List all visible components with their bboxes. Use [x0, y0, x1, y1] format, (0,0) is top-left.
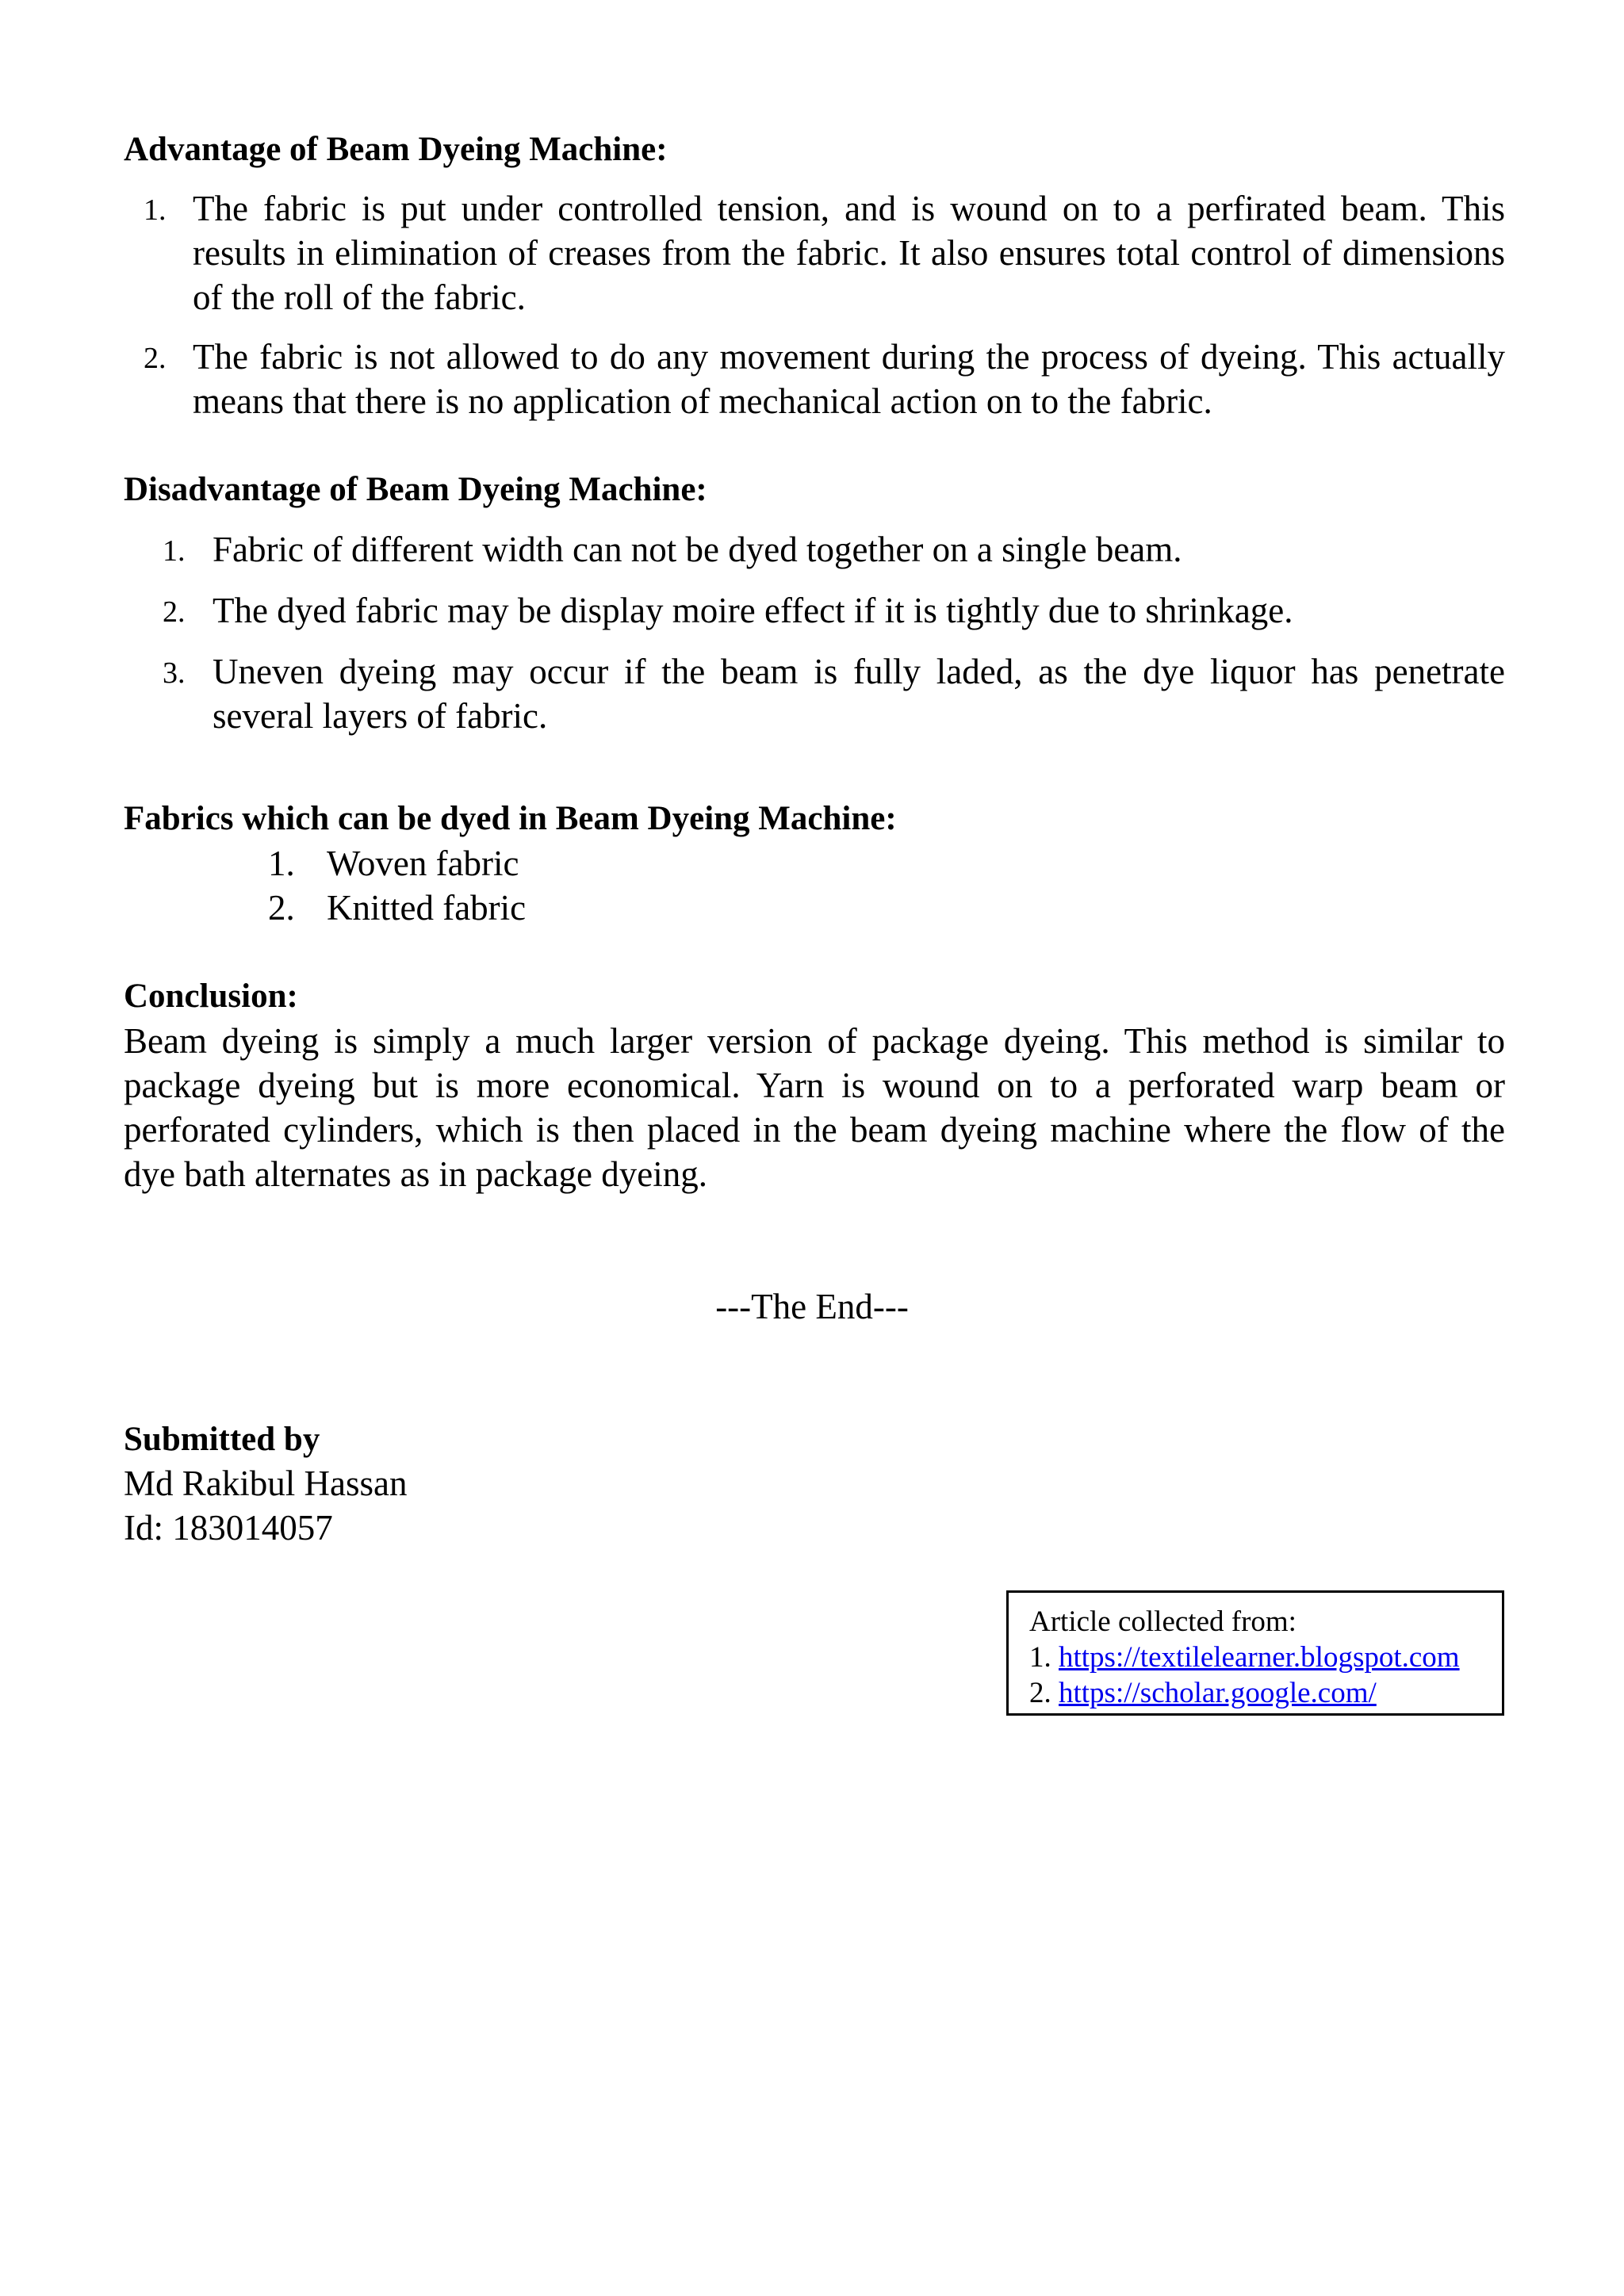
advantage-2-text: The fabric is not allowed to do any movement during the process of dyeing. This actually means that there is no application of mechanical action on to the fabric.: [193, 337, 1505, 421]
disadvantage-1-text: Fabric of different width can not be dyed together on a single beam.: [213, 530, 1182, 569]
fabric-2-number: 2.: [268, 888, 295, 928]
fabrics-heading: Fabrics which can be dyed in Beam Dyeing Machine:: [124, 800, 897, 837]
disadvantage-2-number: 2.: [163, 595, 186, 629]
source-2-link[interactable]: https://scholar.google.com/: [1059, 1677, 1377, 1709]
source-1-number: 1.: [1029, 1641, 1051, 1674]
advantage-1-text: The fabric is put under controlled tension, and is wound on to a perfirated beam. This results in elimination of creases from the fabric. It also ensures total control of dimensions of the roll of the fabric.: [193, 189, 1505, 317]
advantages-heading: Advantage of Beam Dyeing Machine:: [124, 131, 668, 168]
advantage-1-number: 1.: [144, 193, 167, 227]
submitted-by-heading: Submitted by: [124, 1421, 320, 1458]
sources-title: Article collected from:: [1029, 1605, 1297, 1638]
disadvantage-2-text: The dyed fabric may be display moire effect if it is tightly due to shrinkage.: [213, 591, 1293, 630]
disadvantage-3-number: 3.: [163, 656, 186, 690]
submitter-id: Id: 183014057: [124, 1508, 333, 1548]
conclusion-heading: Conclusion:: [124, 978, 298, 1015]
conclusion-paragraph: Beam dyeing is simply a much larger version of package dyeing. This method is similar to package dyeing but is more economical. Yarn is wound on to a perforated warp beam or perforated cylinders, which is then placed in the beam dyeing machine where the flow of the dye bath alternates as in package dyeing.: [124, 1021, 1505, 1194]
disadvantage-3-text: Uneven dyeing may occur if the beam is fully laded, as the dye liquor has penetrate several layers of fabric.: [213, 652, 1505, 736]
source-2: [1029, 1675, 1502, 1711]
the-end-text: ---The End---: [715, 1287, 909, 1326]
disadvantages-heading: Disadvantage of Beam Dyeing Machine:: [124, 471, 707, 508]
fabric-2-text: Knitted fabric: [327, 888, 527, 928]
submitter-name: Md Rakibul Hassan: [124, 1464, 408, 1503]
fabric-1-number: 1.: [268, 844, 295, 883]
fabric-1-text: Woven fabric: [327, 844, 519, 883]
disadvantage-1-number: 1.: [163, 534, 186, 568]
source-1: [1029, 1640, 1502, 1675]
source-2-number: 2.: [1029, 1677, 1051, 1709]
advantage-2-number: 2.: [144, 342, 167, 375]
sources-box: [1006, 1590, 1504, 1716]
source-1-link[interactable]: https://textilelearner.blogspot.com: [1059, 1641, 1460, 1674]
